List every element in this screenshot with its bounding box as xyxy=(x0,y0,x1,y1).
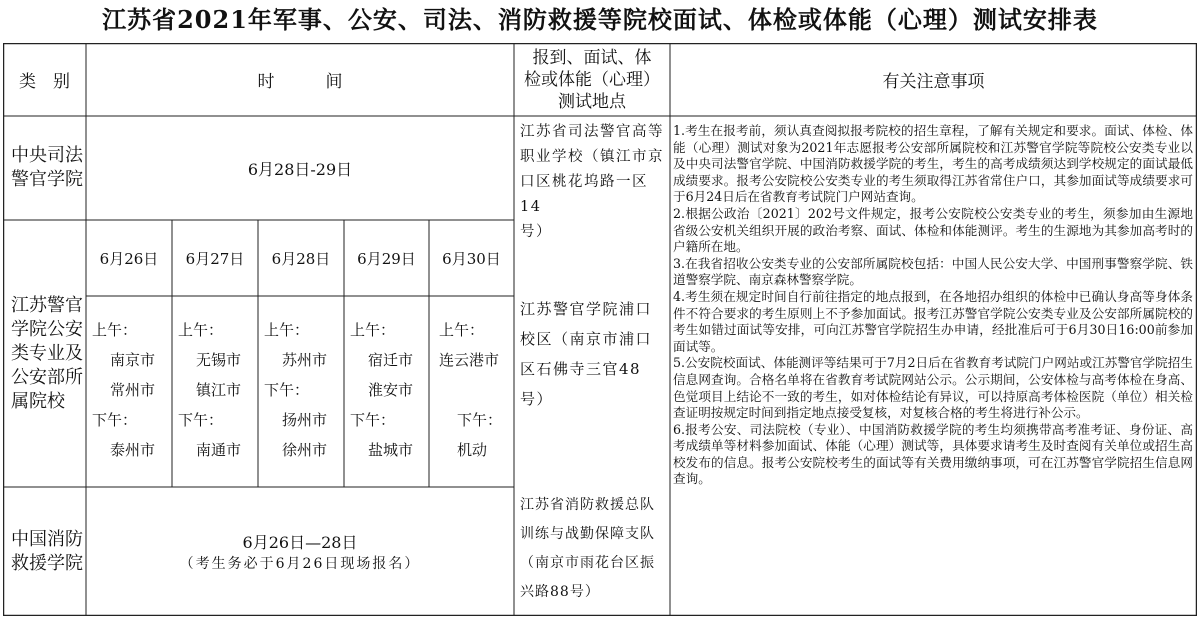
day-date: 6月30日 xyxy=(442,249,501,268)
schedule-line: 无锡市 xyxy=(196,351,242,369)
location-line: 口区桃花坞路一区14 xyxy=(520,174,648,215)
schedule-line: 上午： xyxy=(264,321,310,339)
location-line: 号） xyxy=(520,389,554,408)
category-line: 中央司法 xyxy=(11,145,83,166)
schedule-line: 镇江市 xyxy=(196,381,242,399)
location-judicial xyxy=(514,116,670,240)
category-line: 类专业及 xyxy=(11,342,83,364)
location-line: 职业学校（镇江市京 xyxy=(520,149,664,165)
category-judicial xyxy=(3,116,86,220)
page-title: 江苏省2021年军事、公安、司法、消防救援等院校面试、体检或体能（心理）测试安排表 xyxy=(102,5,1098,34)
location-line: 兴路88号） xyxy=(520,584,600,600)
category-fire xyxy=(3,487,86,616)
schedule-line: 下午： xyxy=(92,411,138,429)
day-schedule xyxy=(172,296,258,487)
note-item: 4.考生须在规定时间自行前往指定的地点报到，在各地招办组织的体检中已确认身高等身体条件不符合要求的考生原则上不予参加面试。报考江苏警官学院公安类专业及公安部所属院校的考生如错过面试等安排，可向江苏警官学院招生办申请，经批准后可于6月30日16:00前参加面试等。 xyxy=(673,288,1193,354)
day-date: 6月28日 xyxy=(271,249,331,268)
schedule-line: 盐城市 xyxy=(368,441,414,459)
day-date: 6月26日 xyxy=(99,249,159,268)
schedule-line: 上午： xyxy=(92,321,138,339)
day-schedule xyxy=(258,296,344,487)
note-item: 6.报考公安、司法院校（专业）、中国消防救援学院的考生均须携带高考准考证、身份证、高考成绩单等材料参加面试、体能（心理）测试等，具体要求请考生及时查阅有关单位或招生高校发布的信息。报考公安院校考生的面试等有关费用缴纳事项，可在江苏警官学院招生信息网查询。 xyxy=(673,421,1193,487)
header-time: 时 间 xyxy=(257,72,343,92)
time-fire xyxy=(86,487,514,616)
schedule-line: 下午： xyxy=(264,381,310,399)
time-fire-range: 6月26日—28日 xyxy=(242,533,358,552)
location-line: 训练与战勤保障支队 xyxy=(520,526,655,542)
schedule-line: 下午： xyxy=(457,411,503,429)
note-item: 3.在我省招收公安类专业的公安部所属院校包括：中国人民公安大学、中国刑事警察学院、铁道警察学院、南京森林警察学院。 xyxy=(673,255,1193,288)
schedule-line: 上午： xyxy=(439,321,485,339)
category-line: 属院校 xyxy=(11,390,65,412)
location-line: 号） xyxy=(520,224,552,240)
category-line: 中国消防 xyxy=(11,528,83,550)
category-line: 警官学院 xyxy=(11,169,83,190)
schedule-line: 下午： xyxy=(178,411,224,429)
category-line: 学院公安 xyxy=(11,318,83,340)
header-location-line: 测试地点 xyxy=(558,91,626,112)
schedule-line: 徐州市 xyxy=(282,441,328,459)
schedule-line: 下午： xyxy=(350,411,396,429)
schedule-line: 宿迁市 xyxy=(368,351,414,369)
category-line: 江苏警官 xyxy=(11,294,83,316)
schedule-line: 上午： xyxy=(178,321,224,339)
location-fire xyxy=(514,487,670,616)
schedule-line: 连云港市 xyxy=(439,351,500,369)
header-notes: 有关注意事项 xyxy=(882,72,985,92)
header-location-line: 检或体能（心理） xyxy=(524,69,660,90)
day-date: 6月27日 xyxy=(185,249,245,268)
schedule-line: 扬州市 xyxy=(282,411,328,429)
category-line: 公安部所 xyxy=(11,366,83,388)
category-police xyxy=(3,220,86,487)
schedule-line: 上午： xyxy=(350,321,396,339)
location-line: 江苏省消防救援总队 xyxy=(520,497,655,513)
location-line: 校区（南京市浦口 xyxy=(520,329,653,348)
schedule-line: 南通市 xyxy=(196,441,242,459)
day-schedule xyxy=(429,296,514,487)
day-schedule xyxy=(344,296,429,487)
header-category: 类 别 xyxy=(19,72,70,92)
location-line: 区石佛寺三官48 xyxy=(520,359,642,378)
note-item: 5.公安院校面试、体能测评等结果可于7月2日后在省教育考试院门户网站或江苏警官学院招生信息网查询。合格名单将在省教育考试院网站公示。公示期间，公安体检与高考体检在身高、色觉项目上结论不一致的考生，如对体检结论有异议，可以持原高考体检医院（单位）相关检查证明按规定时间到指定地点接受复核，对复核合格的考生将进行补公示。 xyxy=(673,355,1193,421)
time-fire-note: （考生务必于6月26日现场报名） xyxy=(179,556,421,572)
schedule-line: 淮安市 xyxy=(368,381,414,399)
schedule-line: 常州市 xyxy=(110,381,156,399)
location-line: （南京市雨花台区振 xyxy=(520,555,655,571)
location-police xyxy=(514,220,670,487)
notes-content xyxy=(670,122,1197,616)
note-item: 1.考生在报考前，须认真查阅拟报考院校的招生章程，了解有关规定和要求。面试、体检、体能（心理）测试对象为2021年志愿报考公安部所属院校和江苏警官学院等院校公安类专业以及中央司法警官学院、中国消防救援学院的考生，考生的高考成绩须达到学校规定的面试最低成绩要求。报考公安院校公安类专业的考生须取得江苏省常住户口，其参加面试等成绩要求可于6月24日后在省教育考试院门户网站查询。 xyxy=(673,123,1193,205)
time-judicial: 6月28日-29日 xyxy=(247,159,353,179)
note-item: 2.根据公政治〔2021〕202号文件规定，报考公安院校公安类专业的考生，须参加由生源地省级公安机关组织开展的政治考察、面试、体检和体能测评。考生的生源地为其参加高考时的户籍所在地。 xyxy=(673,205,1193,255)
schedule-line: 苏州市 xyxy=(282,351,328,369)
schedule-table xyxy=(3,43,1197,616)
category-line: 救援学院 xyxy=(11,552,83,574)
header-location-line: 报到、面试、体 xyxy=(532,47,652,68)
schedule-line: 南京市 xyxy=(110,351,156,369)
location-line: 江苏警官学院浦口 xyxy=(520,299,653,318)
schedule-line: 泰州市 xyxy=(110,441,156,459)
day-date: 6月29日 xyxy=(357,249,416,268)
day-schedule xyxy=(86,296,172,487)
header-location xyxy=(514,43,670,116)
location-line: 江苏省司法警官高等 xyxy=(520,124,664,140)
schedule-line: 机动 xyxy=(457,441,488,459)
